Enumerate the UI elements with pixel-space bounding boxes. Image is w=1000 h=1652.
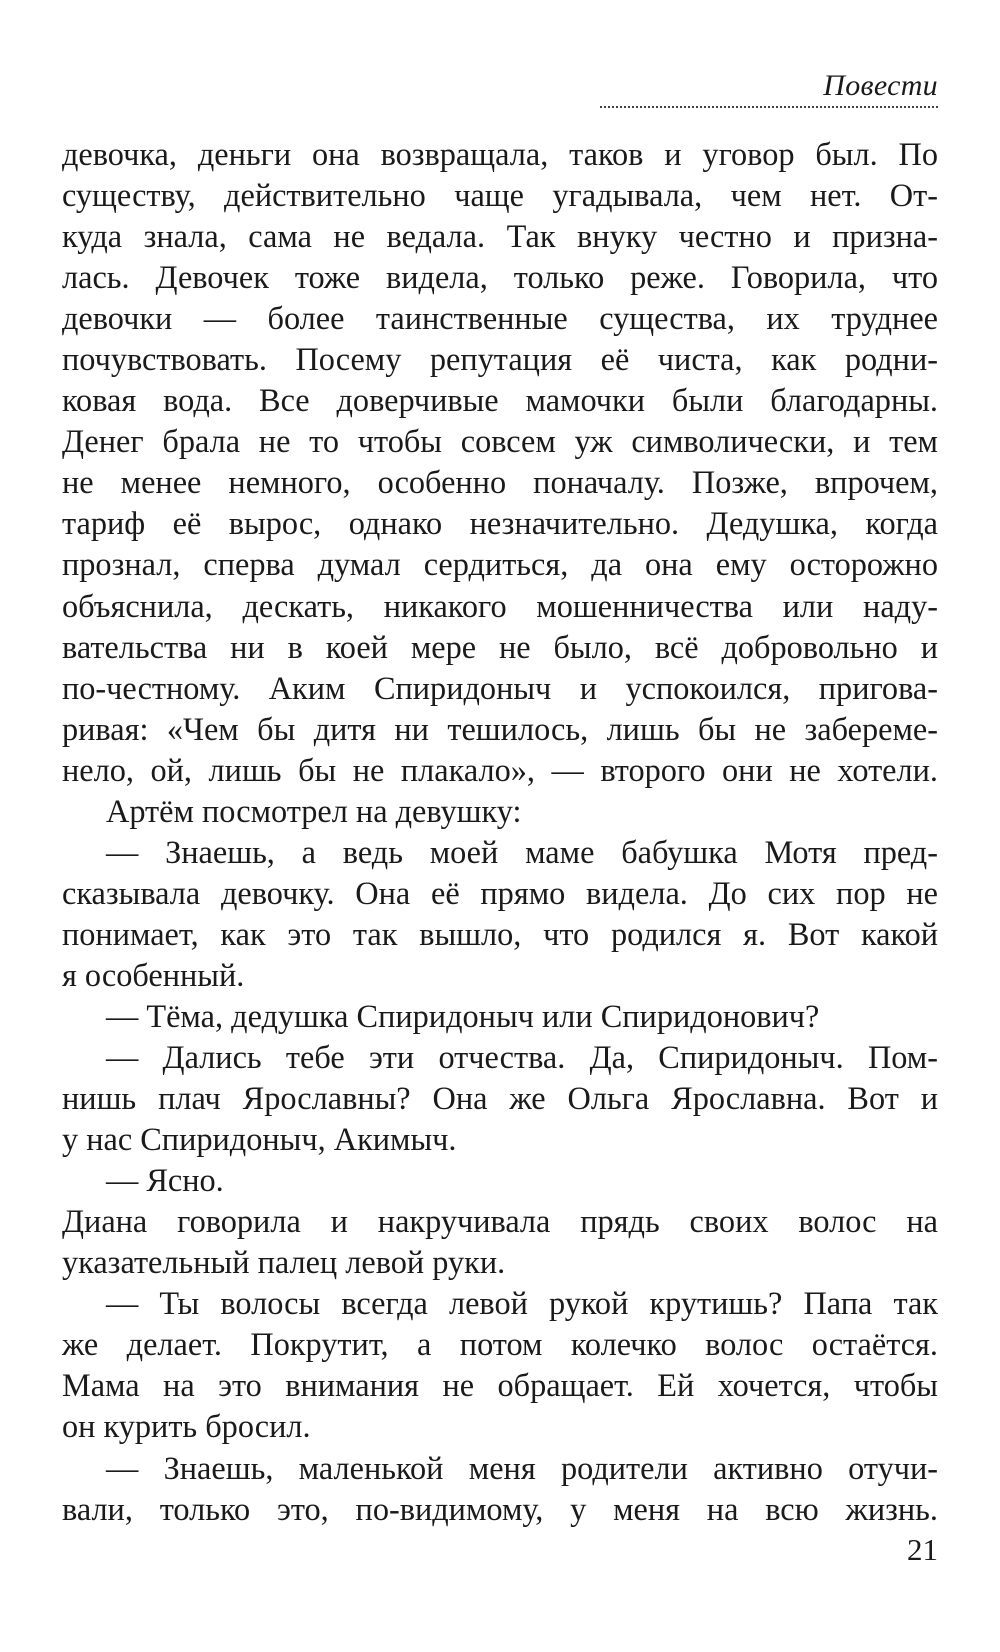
text-line: Артём посмотрел на девушку:: [106, 792, 522, 829]
text-line: — Знаешь, маленькой меня родители активно отучи-: [106, 1449, 938, 1486]
text-line: вательства ни в коей мере не было, всё добровольно и: [62, 628, 938, 665]
text-line: я особенный.: [62, 956, 245, 993]
text-line: куда знала, сама не ведала. Так внуку честно и призна-: [62, 218, 938, 255]
text-line: по-честному. Аким Спиридоныч и успокоился, пригова-: [62, 669, 938, 706]
text-line: прознал, сперва думал сердиться, да она ему осторожно: [62, 546, 938, 583]
body-text: [62, 134, 938, 1530]
text-line: не менее немного, особенно поначалу. Позже, впрочем,: [62, 464, 938, 501]
running-head-dotted-rule: [600, 106, 938, 108]
text-line: у нас Спиридоныч, Акимыч.: [62, 1121, 457, 1158]
text-line: лась. Девочек тоже видела, только реже. Говорила, что: [62, 259, 938, 296]
text-line: — Ясно.: [106, 1162, 224, 1199]
text-line: — Дались тебе эти отчества. Да, Спиридоныч. Пом-: [106, 1039, 938, 1076]
text-line: — Ты волосы всегда левой рукой крутишь? Папа так: [106, 1285, 938, 1322]
text-line: Денег брала не то чтобы совсем уж символически, и тем: [62, 423, 938, 460]
text-line: тариф её вырос, однако незначительно. Дедушка, когда: [62, 505, 938, 542]
text-line: ковая вода. Все доверчивые мамочки были благодарны.: [62, 382, 938, 419]
text-line: понимает, как это так вышло, что родился я. Вот какой: [62, 915, 938, 952]
text-line: почувствовать. Посему репутация её чиста, как родни-: [62, 341, 938, 378]
text-line: нишь плач Ярославны? Она же Ольга Ярославна. Вот и: [62, 1080, 938, 1117]
text-line: девочка, деньги она возвращала, таков и уговор был. По: [62, 136, 938, 172]
running-head: [598, 68, 938, 108]
page-number: 21: [907, 1532, 938, 1567]
text-line: ривая: «Чем бы дитя ни тешилось, лишь бы не забереме-: [62, 710, 938, 747]
text-line: — Тёма, дедушка Спиридоныч или Спиридонович?: [106, 997, 820, 1034]
text-line: сказывала девочку. Она её прямо видела. До сих пор не: [62, 874, 938, 911]
text-line: существу, действительно чаще угадывала, чем нет. От-: [62, 177, 938, 214]
running-title: Повести: [823, 69, 938, 102]
text-line: нело, ой, лишь бы не плакало», — второго они не хотели.: [62, 751, 938, 788]
text-line: он курить бросил.: [62, 1408, 311, 1445]
text-line: вали, только это, по-видимому, у меня на всю жизнь.: [62, 1490, 938, 1527]
text-line: Диана говорила и накручивала прядь своих волос на: [62, 1203, 938, 1240]
text-line: Мама на это внимания не обращает. Ей хочется, чтобы: [62, 1367, 938, 1404]
text-line: указательный палец левой руки.: [62, 1244, 506, 1281]
text-line: же делает. Покрутит, а потом колечко волос остаётся.: [62, 1326, 938, 1363]
text-line: девочки — более таинственные существа, их труднее: [62, 300, 938, 337]
text-line: объяснила, дескать, никакого мошенничества или наду-: [62, 587, 938, 624]
text-line: — Знаешь, а ведь моей маме бабушка Мотя пред-: [106, 833, 938, 870]
